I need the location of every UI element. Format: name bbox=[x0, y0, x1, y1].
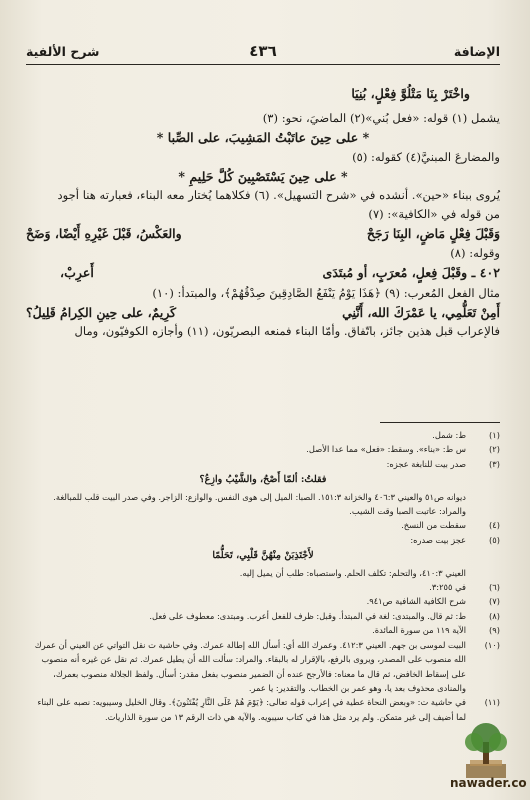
verse-4-first-hemistich: وَقَبْلَ فِعْلٍ مَاضٍ، البِنَا رَجَحْ bbox=[366, 226, 500, 242]
footnote-number: (٨) bbox=[489, 610, 500, 621]
verse-6 bbox=[26, 303, 500, 322]
verse-4-second-hemistich: والعَكْسُ، قَبْلَ غَيْرِهِ أَيْضًا، وَضَحْ bbox=[26, 226, 182, 242]
footnotes bbox=[26, 428, 500, 724]
verse-402-first-hemistich: ٤٠٢ ـ وقَبْلَ فِعلٍ، مُعرَبٍ، أو مُبتَدَى bbox=[322, 264, 500, 280]
footnote-text: س ط: «بناء». وسقط: «فعل» مما عدا الأصل. bbox=[306, 444, 466, 455]
footnote-number: (٥) bbox=[489, 534, 500, 545]
footnote-7 bbox=[26, 594, 500, 608]
text-line-1: يشمل (١) قوله: «فعل بُني»(٢) الماضيَ، نحو: (٣) bbox=[262, 111, 500, 126]
footnote-text: ط: ثم قال. والمبتدى: لغة في المبتدأ. وقبل: ظرف للفعل أعرب. ومبتدى: معطوف على فعل. bbox=[149, 610, 466, 621]
footnote-6 bbox=[26, 580, 500, 594]
footnote-number bbox=[472, 566, 500, 580]
footnote-number: (٧) bbox=[489, 596, 500, 607]
footnote-1 bbox=[26, 428, 500, 442]
text-line-3: يُروى ببناء «حين». أنشده في «شرح التسهيل». (٦) فكلاهما يُختار معه البناء، فعبارته هنا أجود bbox=[57, 188, 500, 203]
running-header bbox=[26, 42, 500, 65]
footnote-number: (٣) bbox=[489, 458, 500, 469]
footnote-10 bbox=[26, 638, 500, 696]
watermark-text: nawader.co bbox=[450, 776, 527, 790]
verse-6-second-hemistich: كَرِيمٌ، على حِينِ الكِرامُ قَلِيلُ؟ bbox=[26, 305, 177, 321]
footnote-text: شرح الكافية الشافية ص٩٤١. bbox=[366, 596, 466, 607]
footnote-number: (٦) bbox=[489, 582, 500, 593]
footnote-number: (٩) bbox=[489, 625, 500, 636]
footnote-2 bbox=[26, 442, 500, 456]
footnote-number: (١١) bbox=[484, 697, 500, 708]
footnote-text: صدر بيت للنابغة عجزه: bbox=[386, 458, 466, 469]
verse-3: * على حِينَ يَسْتَصْبِينَ كُلَّ حَلِيمِ * bbox=[178, 168, 348, 184]
footnote-text: ط: شمل. bbox=[432, 430, 466, 440]
footnote-5-continued bbox=[26, 566, 500, 580]
footnote-4 bbox=[26, 518, 500, 532]
footnote-text: ديوانه ص٥١ والعيني ٤٠٦:٣ والخزانة ١٥١:٣. الصبا: الميل إلى هوى النفس. والوازع: الزاجر. وفي صدر البيت قلب للمبالغة. والمراد: عاتبت الصبا وقت الشيب. bbox=[53, 491, 466, 517]
footnote-3 bbox=[26, 457, 500, 471]
text-line-5: وقوله: (٨) bbox=[450, 245, 500, 260]
footnote-text: في حاشية ت: «وبعض النحاة عطية في إعراب قوله تعالى: ﴿يَوْمَ هُمْ عَلَى النَّارِ يُفْتَنُونَ﴾. وقال الخليل وسيبويه: نصبه على البناء لما أضيف إلى غير متمكن. ولم يرد مثل هذا في كتاب سيبويه. والآية هي ذات الرقم ١٣ من سورة الذاريات. bbox=[37, 697, 466, 722]
footnote-text: الآية ١١٩ من سورة المائدة. bbox=[372, 625, 466, 636]
verse-6-first-hemistich: أَمِنْ تَعَلُّمِي، يا عَمْرَكَ الله، أَنَّنِي bbox=[342, 305, 500, 321]
footnote-text: البيت لموسى بن جهم. العيني ٤١٢:٣. وعمرك الله أي: أسأل الله إطالة عمرك. وفي حاشية ت نقل التواتي عن العيني أن عمرك الله منصوب على المصدر، ويروى بالرفع، بالإقرار له بالبقاء. والمراد: سألت الله أن يطيل عمرك. ثم نقل عن غيره أنه منصوب على إسقاط الخافض، ثم قال ما معناه: فالأرجح عنده أن الضمير منصوب بفعل مقدر: أسأل. ولفظ الجلالة منصوب بعمرك، والمنادى محذوف بعد يا، وهو عمر بن الخطاب. والتقدير: يا عمر. bbox=[34, 639, 466, 693]
footnote-11 bbox=[26, 695, 500, 724]
verse-top: واخْتَرْ بِنَا مَتْلُوَّ فِعْلٍ، بُنِيَا bbox=[351, 86, 470, 101]
footnote-number: (١٠) bbox=[484, 639, 500, 650]
text-line-2: والمضارعَ المبنيَّ(٤) كقوله: (٥) bbox=[352, 149, 500, 164]
main-text bbox=[26, 84, 500, 342]
footnote-3-verse: فقلتُ: ألمّا أَصْحُ، والشَّيْبُ وازِعُ؟ bbox=[199, 474, 327, 486]
footnote-text: سقطت من النسخ. bbox=[401, 520, 466, 531]
verse-4 bbox=[26, 224, 500, 243]
verse-2: * على حِينَ عاتَبْتُ المَشِيبَ، على الصِّبا * bbox=[156, 130, 370, 146]
footnote-number: (٤) bbox=[489, 520, 500, 531]
chapter-title: الإضافة bbox=[453, 44, 500, 59]
footnote-3-continued bbox=[26, 490, 500, 519]
footnote-text: في ٣:٢٥٥. bbox=[429, 582, 466, 593]
footnote-5-verse: لأَجْتَذِبَنْ مِنْهُنَّ قَلْبِي، تَحَلُّمًا bbox=[212, 550, 314, 562]
footnote-divider bbox=[380, 422, 500, 423]
text-line-7: فالإعراب قبل هذين جائز، باتّفاق. وأمّا البناء فمنعه البصريّون، (١١) وأجازه الكوفيّون، ومال bbox=[74, 324, 500, 339]
footnote-number bbox=[472, 490, 500, 519]
page-number: ٤٣٦ bbox=[249, 42, 277, 60]
footnote-8 bbox=[26, 609, 500, 623]
footnote-number: (١) bbox=[489, 430, 500, 440]
footnote-text: عجز بيت صدره: bbox=[410, 534, 466, 545]
book-title: شرح الألفية bbox=[26, 44, 100, 59]
footnote-text: العيني ٤١٠:٣، والتحلم: تكلف الحلم. واستصباه: طلب أن يميل إليه. bbox=[239, 567, 466, 578]
footnote-5 bbox=[26, 533, 500, 547]
text-line-6: مثال الفعل المُعرب: (٩) ﴿هَذَا يَوْمُ يَنْفَعُ الصَّادِقِينَ صِدْقُهُمْ﴾، والمبتدأ: (١٠) bbox=[152, 286, 500, 301]
footnote-9 bbox=[26, 623, 500, 637]
verse-402 bbox=[26, 263, 500, 282]
text-line-4: من قوله في «الكافية»: (٧) bbox=[368, 207, 500, 222]
footnote-number: (٢) bbox=[489, 444, 500, 455]
verse-402-second-hemistich: أَعرِبْ، bbox=[60, 264, 94, 280]
